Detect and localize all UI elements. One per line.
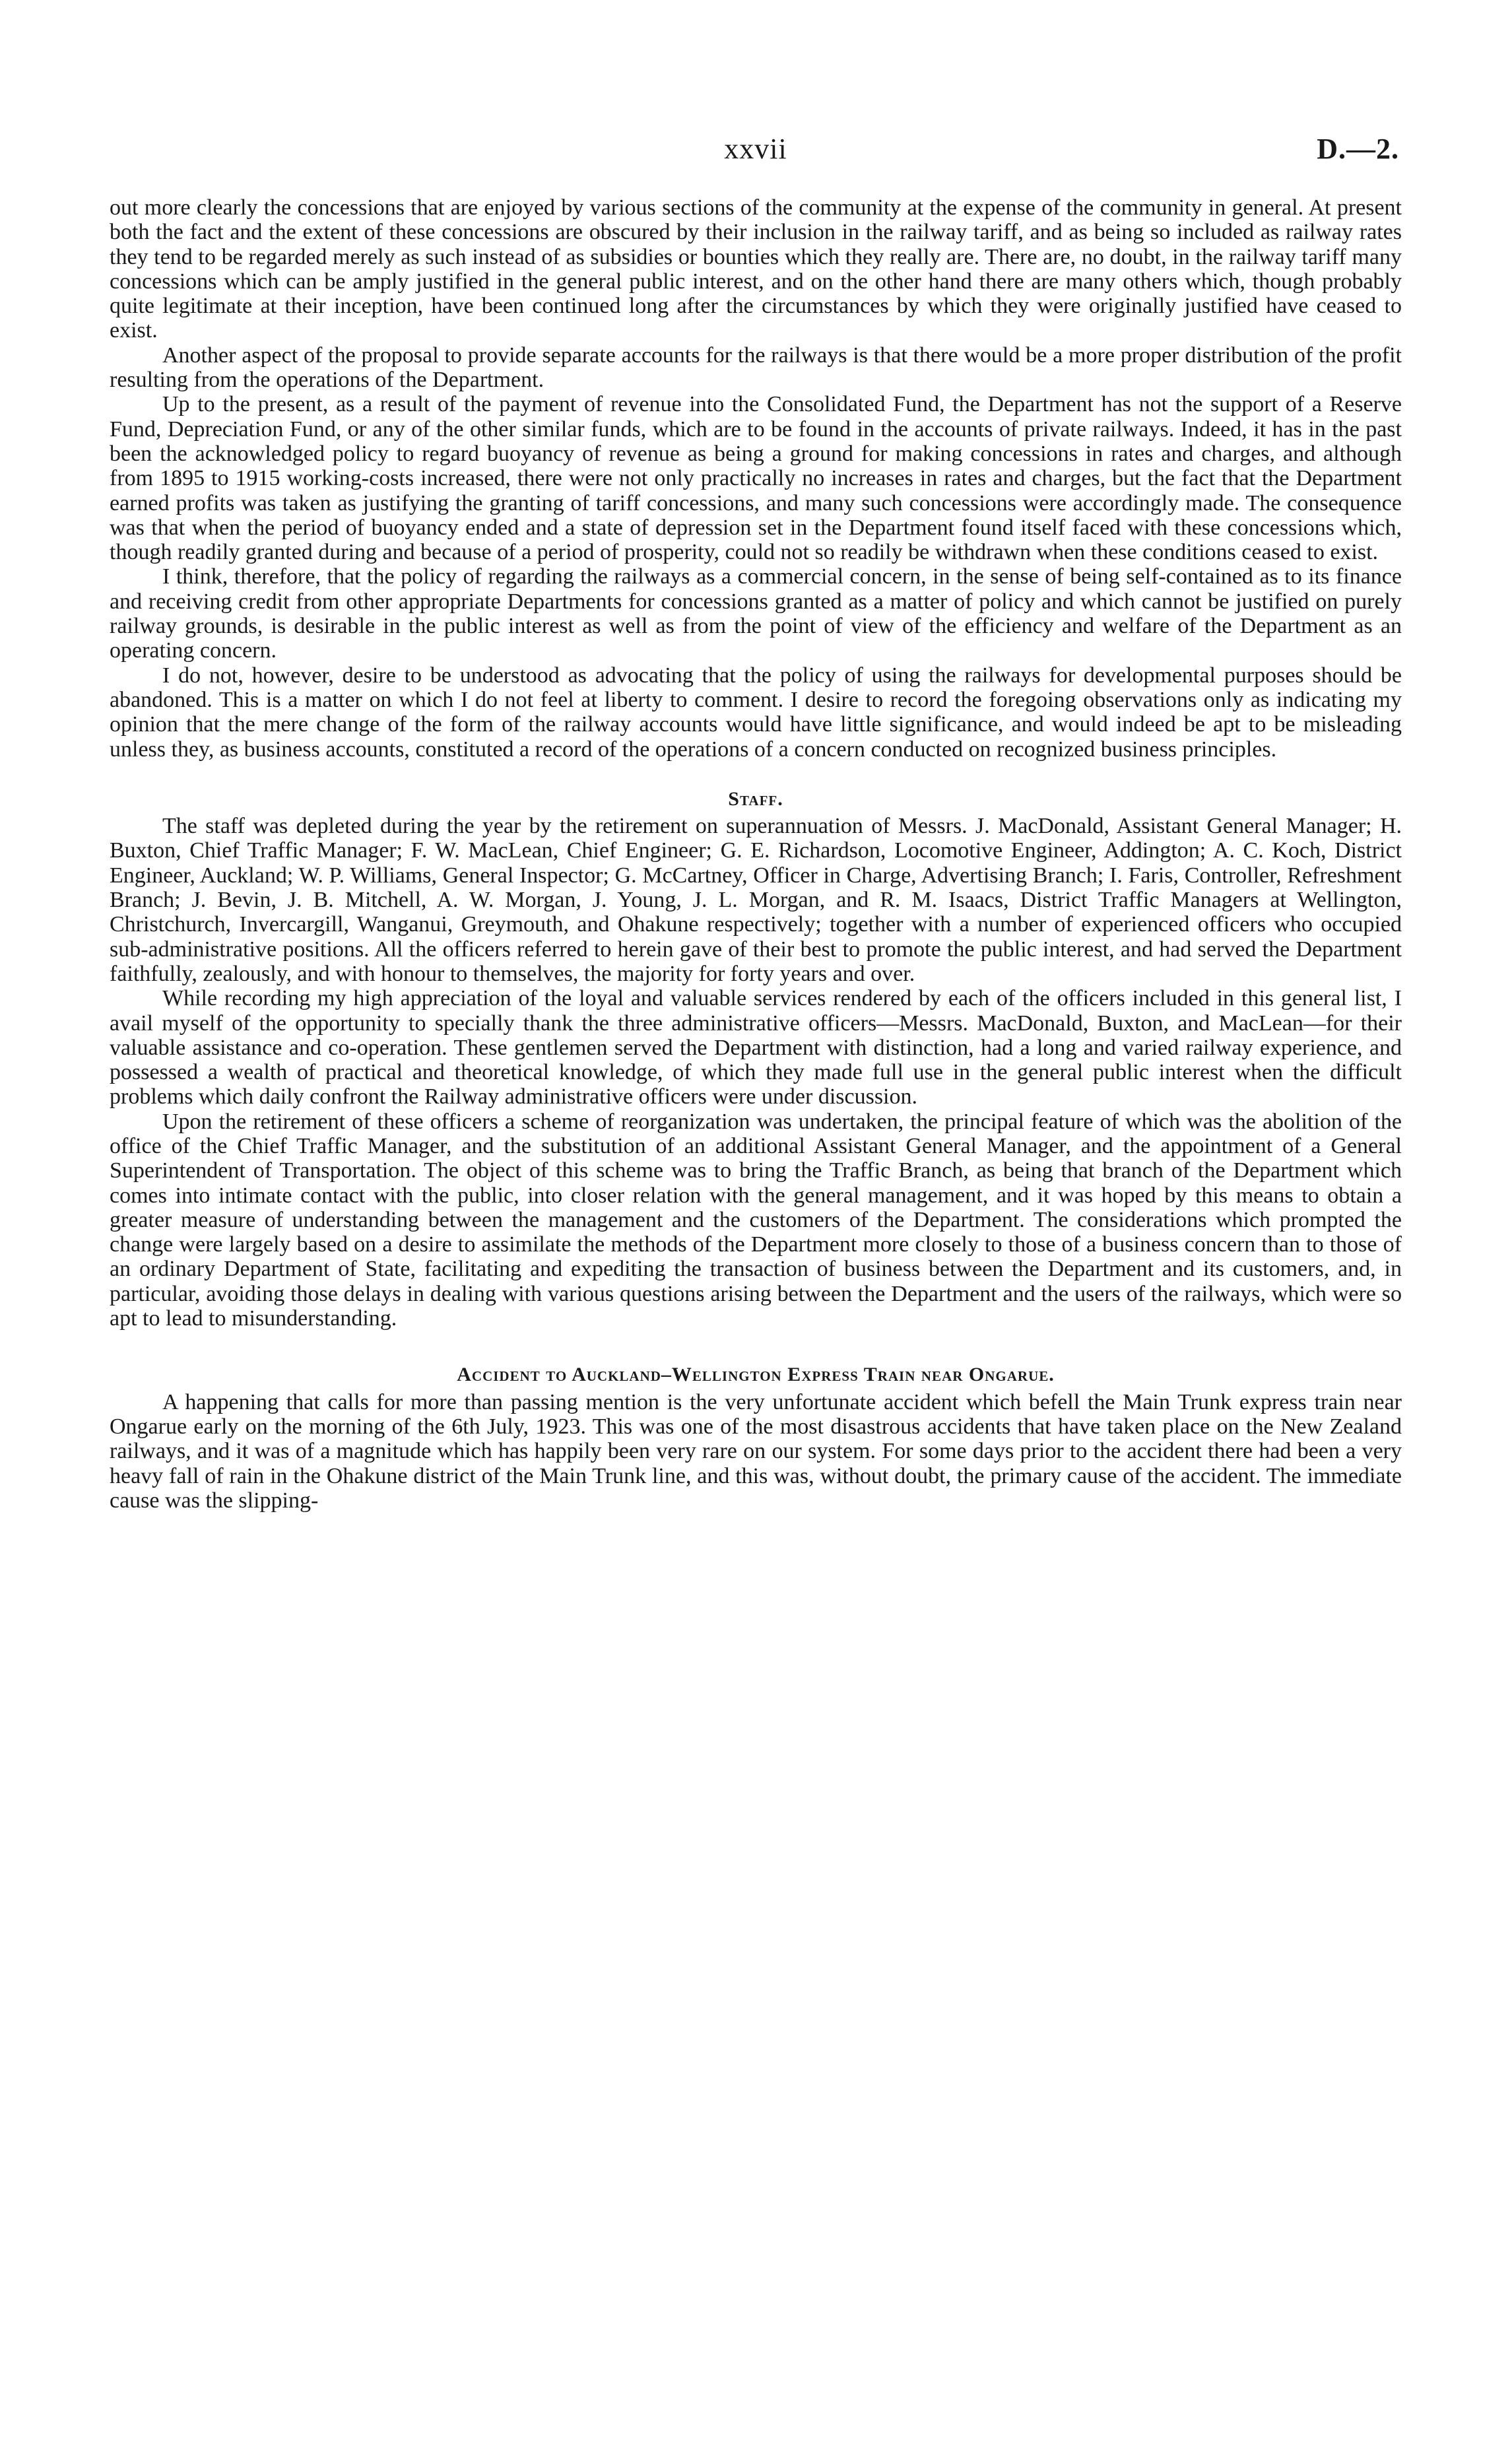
paragraph: A happening that calls for more than passing mention is the very unfortunate accident which befell the Main Trunk express train near Ongarue early on the morning of the 6th July, 1923. This was one of the most disastrous accidents that have taken place on the New Zealand railways, and it was of a magnitude which has happily been very rare on our system. For some days prior to the accident there had been a very heavy fall of rain in the Ohakune district of the Main Trunk line, and this was, without doubt, the primary cause of the accident. The immediate cause was the slipping- xyxy=(110,1389,1402,1513)
paragraph: Another aspect of the proposal to provide separate accounts for the railways is that there would be a more proper distribution of the profit resulting from the operations of the Department. xyxy=(110,343,1402,393)
section-heading-accident: Accident to Auckland–Wellington Express Train near Ongarue. xyxy=(457,1364,1055,1386)
body-text xyxy=(110,195,1402,1513)
page-header xyxy=(112,132,1399,172)
page-number: xxvii xyxy=(724,133,787,165)
paragraph: Upon the retirement of these officers a scheme of reorganization was undertaken, the principal feature of which was the abolition of the office of the Chief Traffic Manager, and the substitution of an additional Assistant General Manager, and the appointment of a General Superintendent of Transportation. The object of this scheme was to bring the Traffic Branch, as being that branch of the Department which comes into intimate contact with the public, into closer relation with the general management, and it was hoped by this means to obtain a greater measure of understanding between the management and the customers of the Department. The considerations which prompted the change were largely based on a desire to assimilate the methods of the Department more closely to those of a business concern than to those of an ordinary Department of State, facilitating and expediting the transaction of business between the Department and its customers, and, in particular, avoiding those delays in dealing with various questions arising between the Department and the users of the railways, which were so apt to lead to misunderstanding. xyxy=(110,1109,1402,1331)
paragraph: Up to the present, as a result of the payment of revenue into the Consolidated Fund, the Department has not the support of a Reserve Fund, Depreciation Fund, or any of the other similar funds, which are to be found in the accounts of private railways. Indeed, it has in the past been the acknowledged policy to regard buoyancy of revenue as being a ground for making concessions in rates and charges, and although from 1895 to 1915 working-costs increased, there were not only practically no increases in rates and charges, but the fact that the Department earned profits was taken as justifying the granting of tariff concessions, and many such concessions were accordingly made. The consequence was that when the period of buoyancy ended and a state of depression set in the Department found itself faced with these concessions which, though readily granted during and because of a period of prosperity, could not so readily be withdrawn when these conditions ceased to exist. xyxy=(110,392,1402,565)
paragraph: I think, therefore, that the policy of regarding the railways as a commercial concern, in the sense of being self-contained as to its finance and receiving credit from other appropriate Departments for concessions granted as a matter of policy and which cannot be justified on purely railway grounds, is desirable in the public interest as well as from the point of view of the efficiency and welfare of the Department as an operating concern. xyxy=(110,564,1402,663)
paragraph: The staff was depleted during the year by the retirement on superannuation of Messrs. J. MacDonald, Assistant General Manager; H. Buxton, Chief Traffic Manager; F. W. MacLean, Chief Engineer; G. E. Richardson, Locomotive Engineer, Addington; A. C. Koch, District Engineer, Auckland; W. P. Williams, General Inspector; G. McCartney, Officer in Charge, Advertising Branch; I. Faris, Controller, Refreshment Branch; J. Bevin, J. B. Mitchell, A. W. Morgan, J. Young, J. L. Morgan, and R. M. Isaacs, District Traffic Managers at Wellington, Christchurch, Invercargill, Wanganui, Greymouth, and Ohakune respectively; together with a number of experienced officers who occupied sub-administrative positions. All the officers referred to herein gave of their best to promote the public interest, and had served the Department faithfully, zealously, and with honour to themselves, the majority for forty years and over. xyxy=(110,814,1402,986)
paragraph: While recording my high appreciation of the loyal and valuable services rendered by each of the officers included in this general list, I avail myself of the opportunity to specially thank the three administrative officers—Messrs. MacDonald, Buxton, and MacLean—for their valuable assistance and co-operation. These gentlemen served the Department with distinction, had a long and varied railway experience, and possessed a wealth of practical and theoretical knowledge, of which they made full use in the general public interest when the difficult problems which daily confront the Railway administrative officers were under discussion. xyxy=(110,986,1402,1109)
section-heading-staff: Staff. xyxy=(728,787,783,810)
paragraph: out more clearly the concessions that are enjoyed by various sections of the community at the expense of the community in general. At present both the fact and the extent of these concessions are obscured by their inclusion in the railway tariff, and as being so included as railway rates they tend to be regarded merely as such instead of as subsidies or bounties which they really are. There are, no doubt, in the railway tariff many concessions which can be amply justified in the general public interest, and on the other hand there are many others which, though probably quite legitimate at their inception, have been continued long after the circumstances by which they were originally justified have ceased to exist. xyxy=(110,195,1402,343)
document-reference: D.—2. xyxy=(1317,133,1399,165)
paragraph: I do not, however, desire to be understood as advocating that the policy of using the railways for developmental purposes should be abandoned. This is a matter on which I do not feel at liberty to comment. I desire to record the foregoing observations only as indicating my opinion that the mere change of the form of the railway accounts would have little significance, and would indeed be apt to be misleading unless they, as business accounts, constituted a record of the operations of a concern conducted on recognized business principles. xyxy=(110,663,1402,762)
